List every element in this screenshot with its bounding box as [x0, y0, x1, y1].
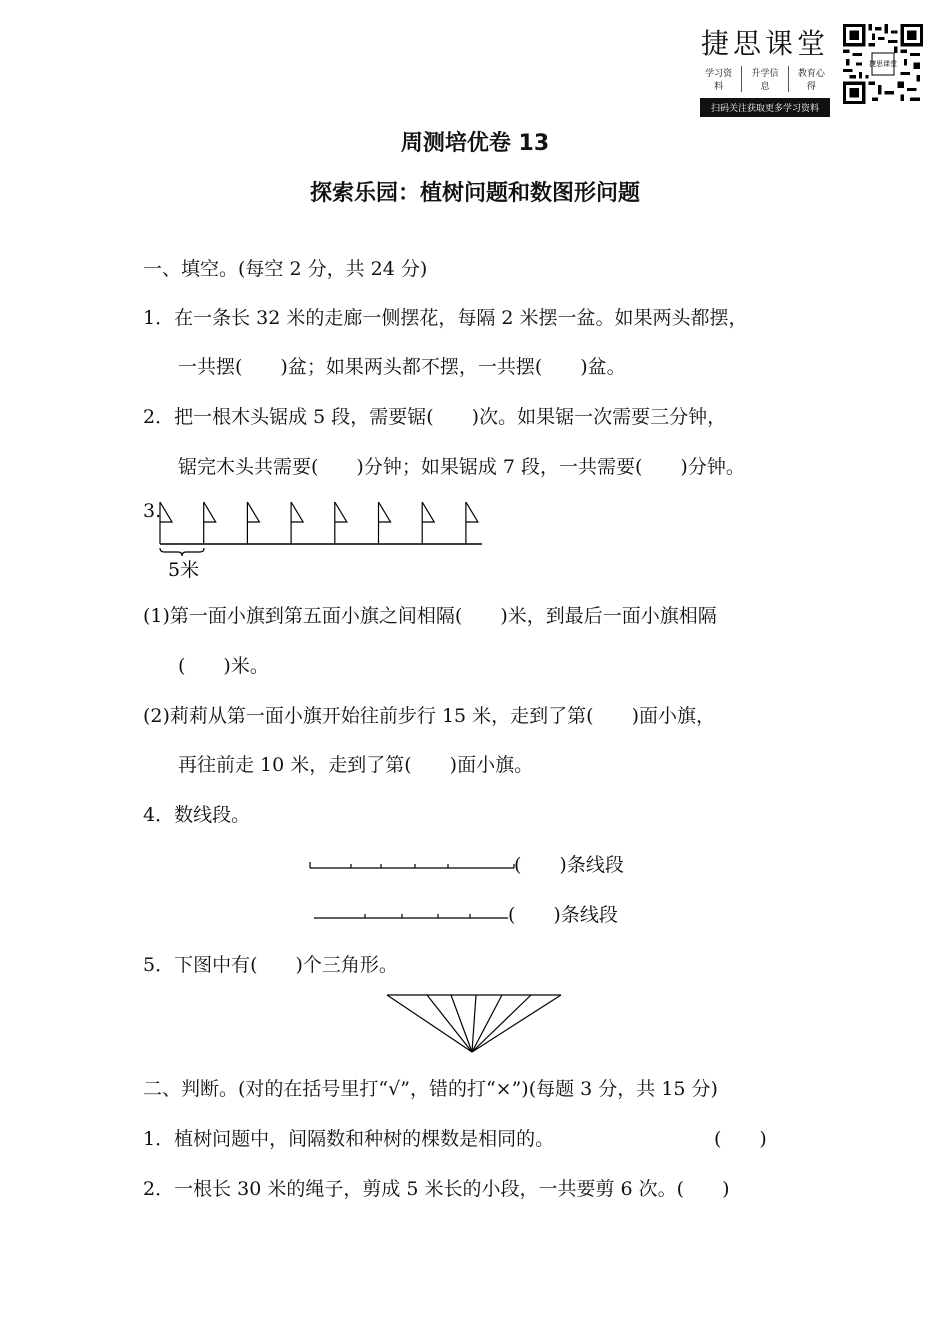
- q1-line2: 一共摆( )盆；如果两头都不摆，一共摆( )盆。: [178, 356, 626, 378]
- q3-sub2-line1: (2)莉莉从第一面小旗开始往前步行 15 米，走到了第( )面小旗，: [143, 705, 715, 727]
- flag: [422, 502, 434, 522]
- flag: [335, 502, 347, 522]
- segment-figure-1: [308, 856, 518, 872]
- page-title: 周测培优卷 13: [400, 131, 550, 156]
- brand-tag: 教育心得: [797, 69, 825, 92]
- flag: [291, 502, 303, 522]
- flag: [204, 502, 216, 522]
- flag: [379, 502, 391, 522]
- flag: [160, 502, 172, 522]
- brand-tag: 学习资料: [705, 69, 733, 92]
- q3-sub1-line2: ( )米。: [178, 655, 269, 677]
- q2-line2: 锯完木头共需要( )分钟；如果锯成 7 段，一共需要( )分钟。: [178, 456, 745, 478]
- segment-figure-2: [312, 906, 512, 922]
- brand-block: [700, 22, 830, 117]
- section2-heading: 二、判断。(对的在括号里打“√”，错的打“×”)(每题 3 分，共 15 分): [143, 1078, 718, 1100]
- judge-q1-bracket: ( ): [714, 1128, 767, 1150]
- q4-heading: 4．数线段。: [143, 804, 251, 826]
- brand-title: 捷思课堂: [700, 27, 829, 60]
- flag: [466, 502, 478, 522]
- page-subtitle: 探索乐园：植树问题和数图形问题: [309, 181, 640, 206]
- judge-q1: 1．植树问题中，间隔数和种树的棵数是相同的。: [143, 1128, 555, 1150]
- distance-brace: [160, 548, 204, 556]
- section1-heading: 一、填空。(每空 2 分，共 24 分): [143, 258, 428, 280]
- qr-caption: 捷思课堂: [868, 59, 898, 69]
- q2-line1: 2．把一根木头锯成 5 段，需要锯( )次。如果锯一次需要三分钟，: [143, 406, 727, 428]
- brand-tags: [700, 66, 830, 92]
- flag: [247, 502, 259, 522]
- q4-answer-2: ( )条线段: [508, 904, 618, 926]
- q5-heading: 5．下图中有( )个三角形。: [143, 954, 398, 976]
- flag-diagram: [150, 492, 490, 582]
- judge-q2: 2．一根长 30 米的绳子，剪成 5 米长的小段，一共要剪 6 次。( ): [143, 1178, 730, 1200]
- q1-line1: 1．在一条长 32 米的走廊一侧摆花，每隔 2 米摆一盆。如果两头都摆，: [143, 307, 748, 329]
- q4-answer-1: ( )条线段: [514, 854, 624, 876]
- triangle-figure: [385, 992, 565, 1054]
- qr-code-icon: [843, 24, 923, 104]
- q3-sub2-line2: 再往前走 10 米，走到了第( )面小旗。: [178, 754, 534, 776]
- brand-slogan: 扫码关注获取更多学习资料: [700, 98, 830, 117]
- q3-number: 3.: [143, 500, 162, 522]
- q3-sub1-line1: (1)第一面小旗到第五面小旗之间相隔( )米，到最后一面小旗相隔: [143, 605, 717, 627]
- brand-tag: 升学信息: [751, 69, 779, 92]
- distance-label: 5米: [168, 559, 200, 581]
